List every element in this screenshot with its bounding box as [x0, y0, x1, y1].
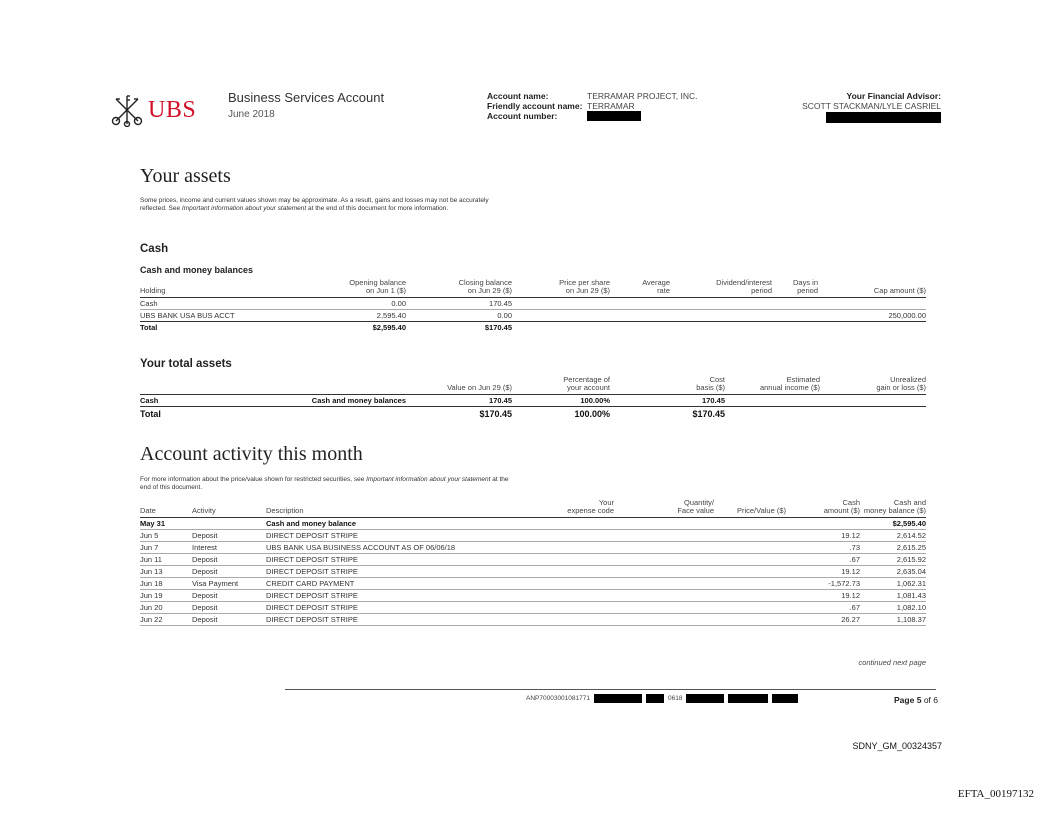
doc-code-period: 0618 [667, 695, 683, 702]
balances-heading: Cash and money balances [140, 265, 254, 275]
important-info-ref: Important information about your statement [366, 476, 491, 483]
table-row: May 31 Cash and money balance $2,595.40 [140, 519, 926, 528]
col-holding: Holding [140, 279, 270, 298]
total-row: Total $170.45 100.00% $170.45 [140, 408, 725, 419]
redaction-bar [587, 111, 641, 121]
table-row: Jun 11 Deposit DIRECT DEPOSIT STRIPE .67 2,615.92 [140, 555, 926, 564]
redaction-bar [594, 694, 642, 703]
col-cost-basis: Cost basis ($) [610, 376, 725, 395]
table-row: UBS BANK USA BUS ACCT 2,595.40 0.00 250,000.00 [140, 311, 926, 320]
footer-code [526, 694, 798, 703]
keys-logo-icon [110, 93, 144, 127]
col-dividend-period: Dividend/interest period [670, 279, 772, 298]
redaction-bar [826, 112, 941, 123]
table-row: Jun 5 Deposit DIRECT DEPOSIT STRIPE 19.12 2,614.52 [140, 531, 926, 540]
col-percentage: Percentage of your account [512, 376, 610, 395]
friendly-name-label: Friendly account name: [487, 101, 583, 111]
doc-code: ANP70003001081771 [526, 695, 590, 702]
continued-note: continued next page [858, 658, 926, 667]
col-value: Value on Jun 29 ($) [406, 376, 512, 395]
assets-note: Some prices, income and current values shown may be approximate. As a result, gains and losses may not be accurately reflected. See Important information about your statement at the end of this document for more information. [140, 197, 489, 212]
friendly-name: TERRAMAR [587, 101, 635, 111]
redaction-bar [772, 694, 798, 703]
table-row: Jun 18 Visa Payment CREDIT CARD PAYMENT -1,572.73 1,062.31 [140, 579, 926, 588]
account-name: TERRAMAR PROJECT, INC. [587, 91, 698, 101]
col-money-balance: Cash and money balance ($) [860, 499, 926, 518]
statement-period: June 2018 [228, 109, 275, 120]
account-type: Business Services Account [228, 90, 385, 105]
page-number: Page 5 of 6 [894, 695, 938, 705]
advisor-name: SCOTT STACKMAN/LYLE CASRIEL [802, 101, 941, 111]
col-activity: Activity [192, 499, 266, 518]
total-row: Total $2,595.40 $170.45 [140, 323, 512, 333]
advisor-info [802, 91, 941, 125]
account-info [487, 91, 698, 121]
cash-heading: Cash [140, 243, 169, 255]
col-quantity: Quantity/ Face value [614, 499, 714, 518]
table-row: Jun 20 Deposit DIRECT DEPOSIT STRIPE .67 1,082.10 [140, 603, 926, 612]
redaction-bar [646, 694, 664, 703]
col-opening: Opening balance on Jun 1 ($) [270, 279, 406, 298]
col-closing: Closing balance on Jun 29 ($) [406, 279, 512, 298]
col-date: Date [140, 499, 192, 518]
table-row: Jun 19 Deposit DIRECT DEPOSIT STRIPE 19.12 1,081.43 [140, 591, 926, 600]
col-price-value: Price/Value ($) [714, 499, 786, 518]
col-cap: Cap amount ($) [818, 279, 926, 298]
table-row: Jun 13 Deposit DIRECT DEPOSIT STRIPE 19.12 2,635.04 [140, 567, 926, 576]
col-description: Description [266, 499, 486, 518]
total-assets-heading: Your total assets [140, 358, 232, 370]
col-expense-code: Your expense code [486, 499, 614, 518]
table-row: Jun 7 Interest UBS BANK USA BUSINESS ACCOUNT AS OF 06/06/18 .73 2,615.25 [140, 543, 926, 552]
table-row: Cash 0.00 170.45 [140, 298, 926, 310]
col-price: Price per share on Jun 29 ($) [512, 279, 610, 298]
col-cash-amount: Cash amount ($) [786, 499, 860, 518]
col-days: Days in period [772, 279, 818, 298]
bates-number: SDNY_GM_00324357 [852, 741, 942, 751]
account-name-label: Account name: [487, 91, 549, 101]
redaction-bar [686, 694, 724, 703]
important-info-ref: Important information about your statement [181, 204, 307, 212]
logo-text: UBS [148, 96, 197, 123]
total-assets-table [140, 376, 926, 421]
cash-balances-table [140, 279, 926, 334]
col-average-rate: Average rate [610, 279, 670, 298]
footer-divider [285, 689, 936, 690]
redaction-bar [728, 694, 768, 703]
account-number-label: Account number: [487, 111, 558, 121]
assets-title: Your assets [140, 165, 231, 187]
activity-table [140, 499, 926, 626]
table-row: Jun 22 Deposit DIRECT DEPOSIT STRIPE 26.27 1,108.37 [140, 615, 926, 624]
activity-note: For more information about the price/value shown for restricted securities, see Important information about your statement at the end of this document. [140, 476, 509, 491]
col-est-income: Estimated annual income ($) [725, 376, 820, 395]
table-row: Cash Cash and money balances 170.45 100.00% 170.45 [140, 395, 926, 407]
bates-number-efta: EFTA_00197132 [957, 788, 1034, 800]
activity-title: Account activity this month [140, 443, 363, 465]
advisor-label: Your Financial Advisor: [846, 91, 941, 101]
col-unrealized: Unrealized gain or loss ($) [820, 376, 926, 395]
ubs-logo [110, 93, 196, 127]
